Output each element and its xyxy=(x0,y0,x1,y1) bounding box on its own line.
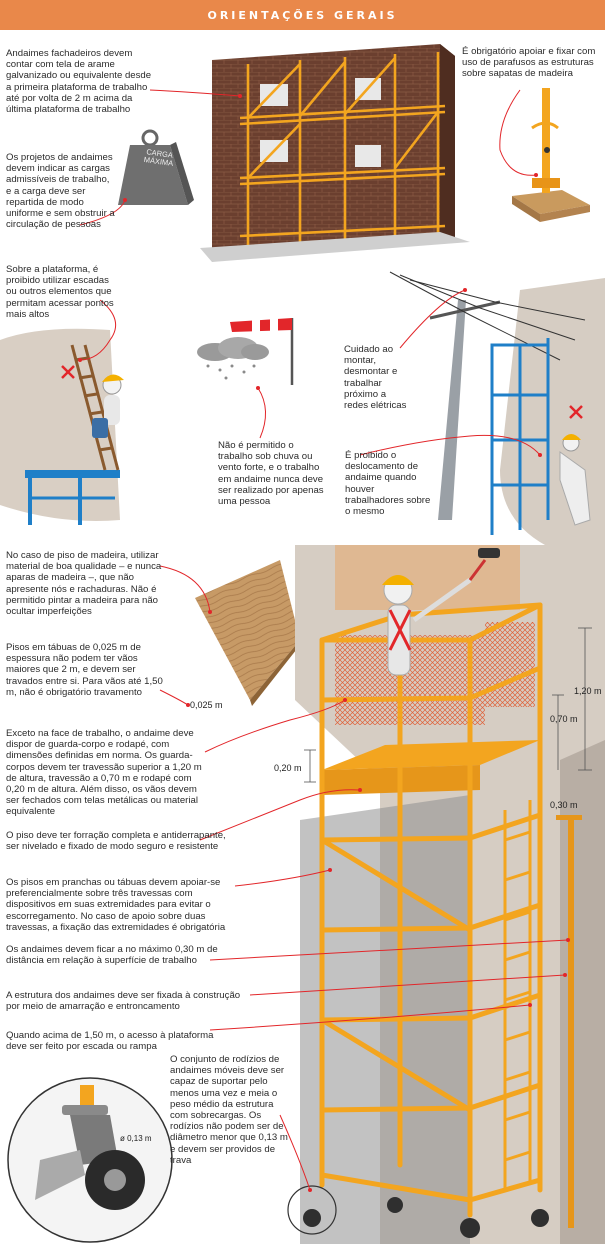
measure-toeboard: 0,20 m xyxy=(274,763,302,773)
note-access: Quando acima de 1,50 m, o acesso à plataforma deve ser feito por escada ou rampa xyxy=(6,1030,214,1053)
note-casters: O conjunto de rodízios de andaimes móveis deve ser capaz de suportar pelo menos uma vez e meia o peso médio da estrutura com sobrecargas. Os rodízios não podem ser de diâmetro menor que 0,13 m e devem ser providos de trava xyxy=(170,1054,288,1166)
ladder-scene-illustration xyxy=(0,329,124,525)
note-no-moving: É proibido o deslocamento de andaime quando houver trabalhadores sobre o mesmo xyxy=(345,450,431,518)
wood-plank-icon xyxy=(195,560,300,706)
measure-guard-top: 1,20 m xyxy=(574,686,602,696)
note-base-jack: É obrigatório apoiar e fixar com uso de parafusos as estruturas sobre sapatas de madeira xyxy=(462,46,596,80)
weight-label: CARGA MÁXIMA xyxy=(143,147,174,168)
rain-cloud-icon xyxy=(197,337,269,380)
caster-wheel-detail xyxy=(8,1078,172,1242)
measure-guard-mid: 0,70 m xyxy=(550,714,578,724)
main-scaffold-illustration xyxy=(288,545,605,1244)
page-title: ORIENTAÇÕES GERAIS xyxy=(207,8,398,22)
note-wood-quality: No caso de piso de madeira, utilizar material de boa qualidade – e nunca aparas de madeira –, que não apresente nós e rachaduras. Não é permitido pintar a madeira para não ocultar imperfeições xyxy=(6,550,162,618)
note-wall-distance: Os andaimes devem ficar a no máximo 0,30 m de distância em relação à superfície de trabalho xyxy=(6,944,218,967)
note-plank-support: Os pisos em pranchas ou tábuas devem apoiar-se preferencialmente sobre três travessas com dispositivos em suas extremidades para evitar o escorregamento. No caso de apoio sobre duas travessas, a fixação das extremidades é obrigatória xyxy=(6,877,226,933)
note-anchoring: A estrutura dos andaimes deve ser fixada à construção por meio de amarração e entroncamento xyxy=(6,990,241,1013)
measure-plank-thickness: 0,025 m xyxy=(190,700,223,710)
note-weather: Não é permitido o trabalho sob chuva ou vento forte, e o trabalho em andaime nunca deve ser realizado por apenas uma pessoa xyxy=(218,440,324,508)
base-jack-icon xyxy=(512,88,590,222)
measure-wall-gap: 0,30 m xyxy=(550,800,578,810)
measure-wheel-diameter: ø 0,13 m xyxy=(120,1134,152,1143)
note-load-capacity: Os projetos de andaimes devem indicar as cargas admissíveis de trabalho, e a carga deve ser repartida de modo uniforme e sem obstruir a circulação de pessoas xyxy=(6,152,115,231)
note-facade-mesh: Andaimes fachadeiros devem contar com tela de arame galvanizado ou equivalente desde a primeira plataforma de trabalho até por volta de 2 m acima da última plataforma de trabalho xyxy=(6,48,152,116)
note-guardrails: Exceto na face de trabalho, o andaime deve dispor de guarda-corpo e rodapé, com dimensões definidas em norma. Os guarda-corpos devem ter travessão superior a 1,20 m de altura, travessão a 0,70 m e rodapé com 0,20 m de altura. Além disso, os vãos devem ser fechados com telas metálicas ou material equivalente xyxy=(6,728,202,818)
note-plank-spans: Pisos em tábuas de 0,025 m de espessura não podem ter vãos maiores que 2 m, e devem ser travados entre si. Para vãos até 1,50 m, não é obrigatório travamento xyxy=(6,642,163,698)
note-power-lines: Cuidado ao montar, desmontar e trabalhar próximo a redes elétricas xyxy=(344,344,407,412)
facade-scaffold-illustration xyxy=(200,44,470,262)
note-no-ladders: Sobre a plataforma, é proibido utilizar escadas ou outros elementos que permitam acessar pontos mais altos xyxy=(6,264,114,320)
note-floor: O piso deve ter forração completa e antiderrapante, ser nivelado e fixado de modo seguro e resistente xyxy=(6,830,226,853)
